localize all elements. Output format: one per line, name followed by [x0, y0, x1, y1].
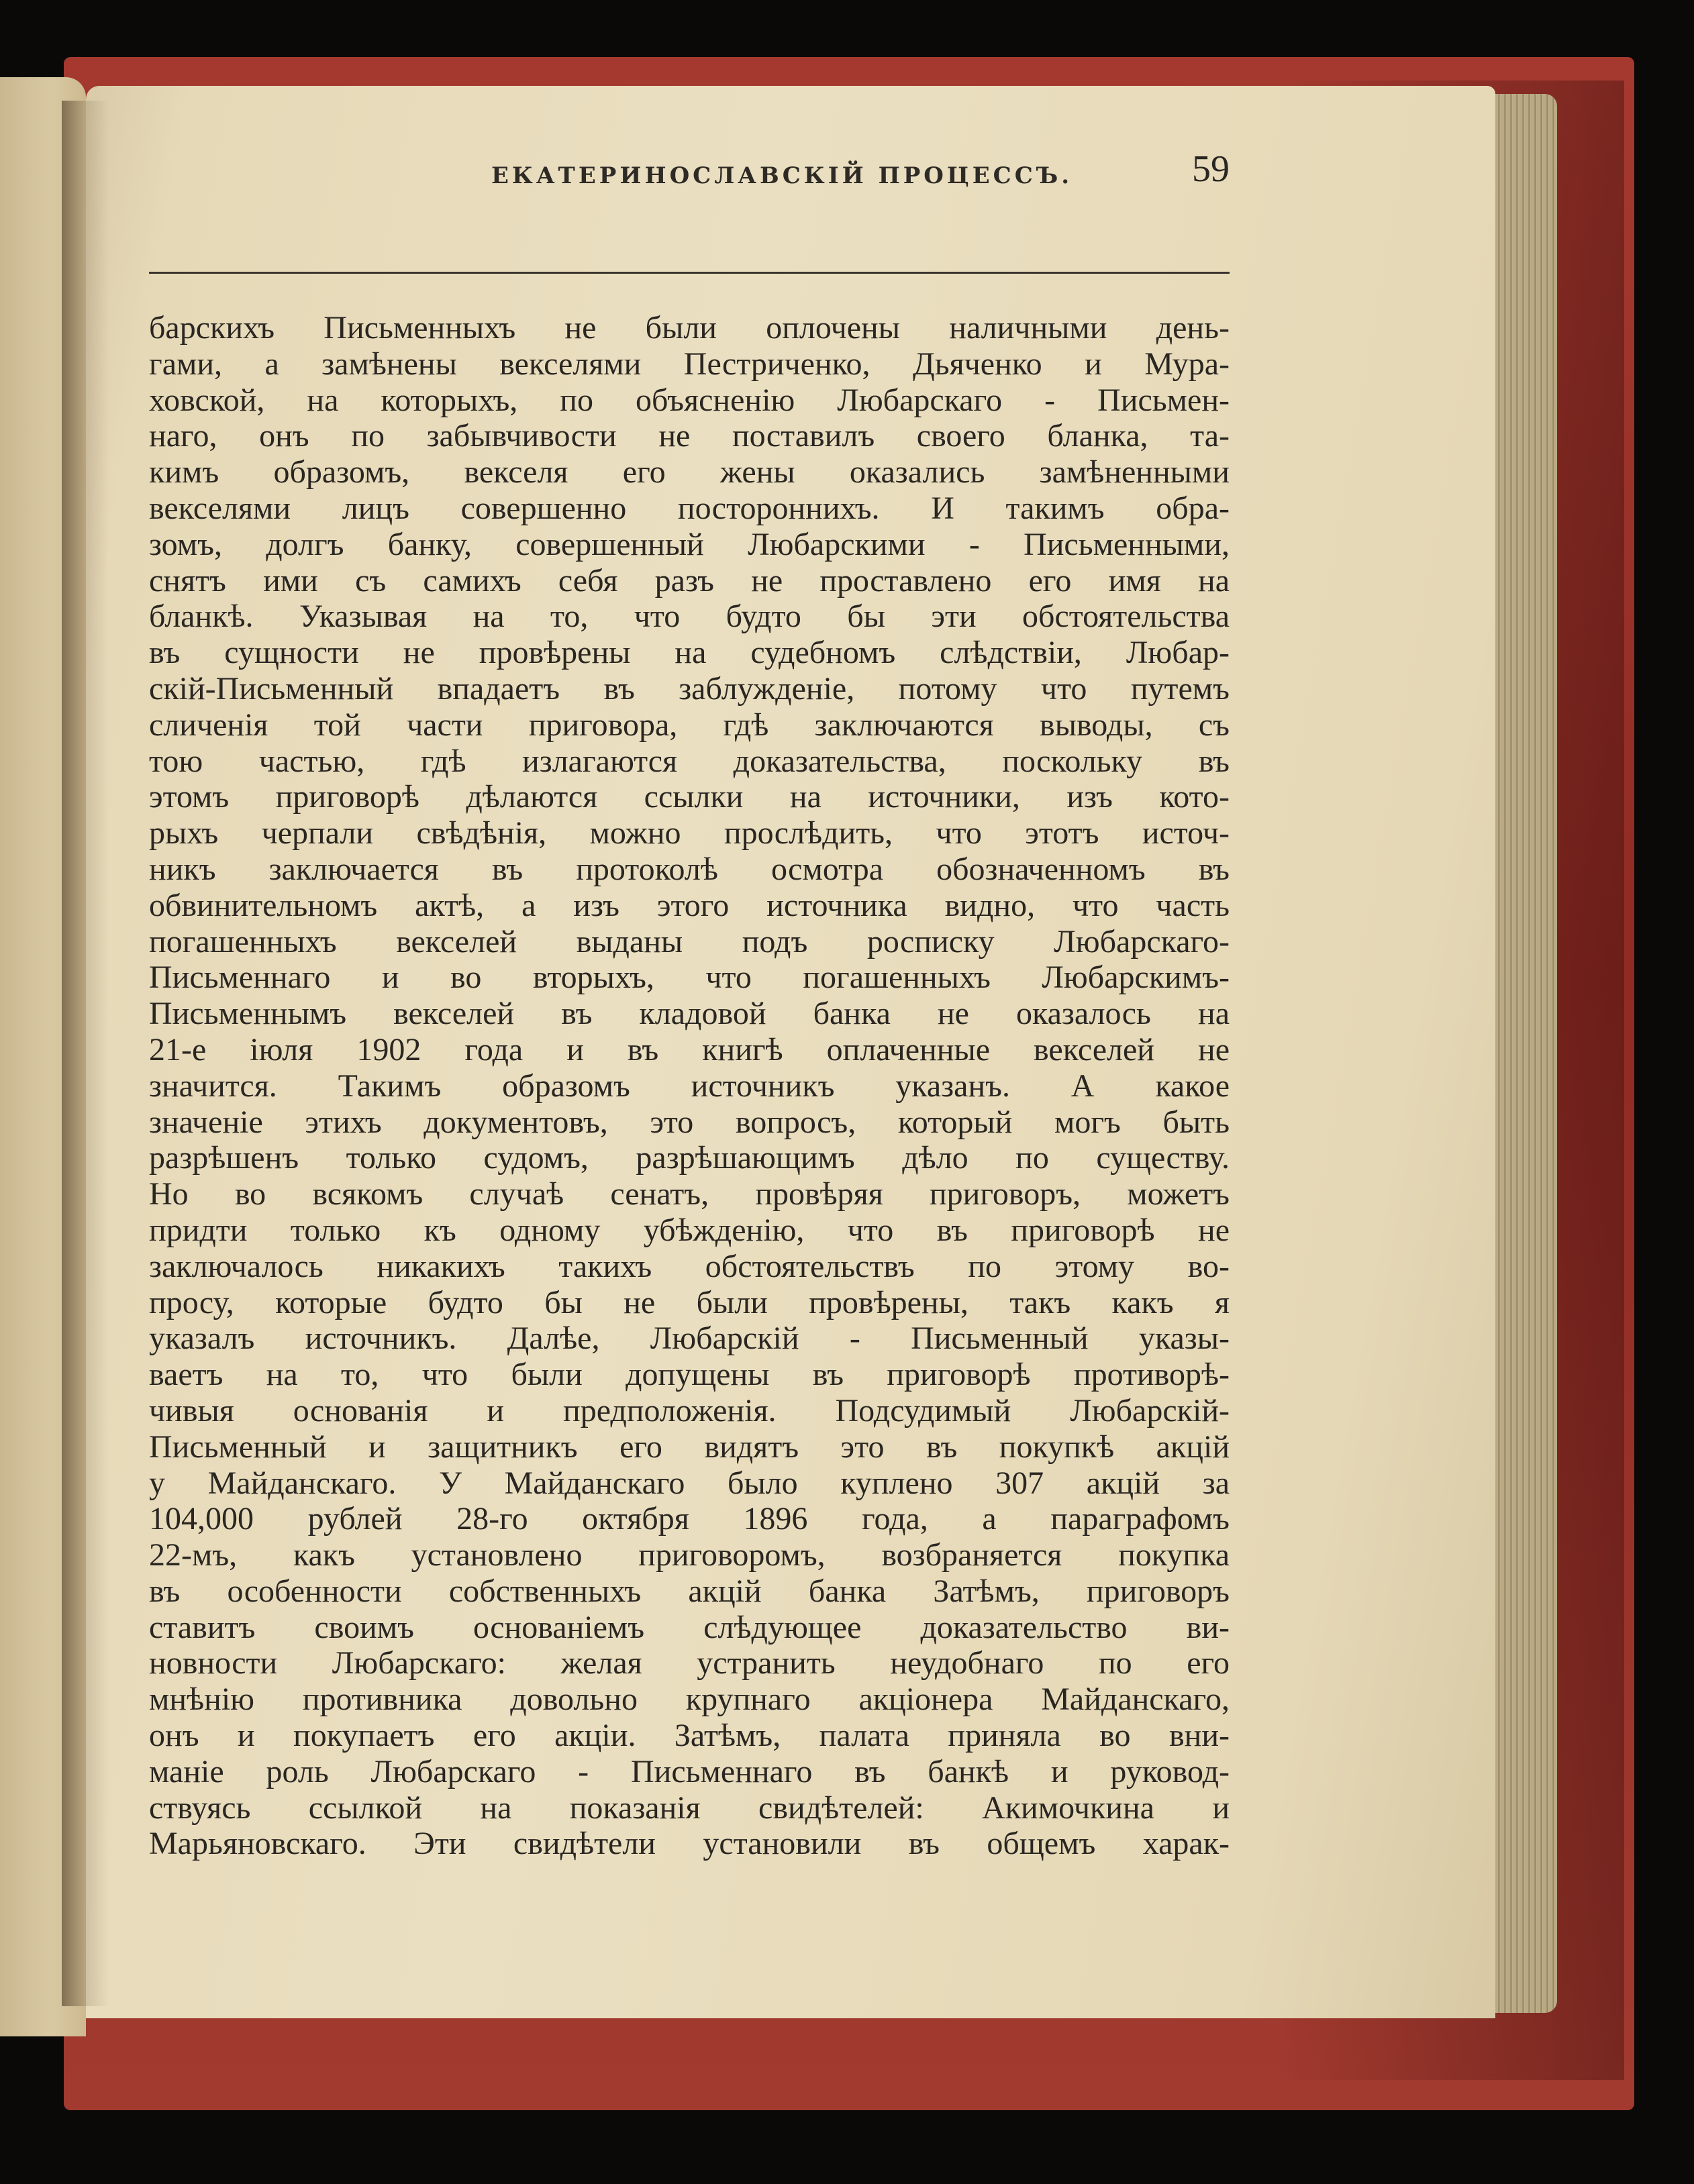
- text-line: значеніе этихъ документовъ, это вопросъ, который могъ быть: [149, 1104, 1230, 1140]
- text-line: Марьяновскаго. Эти свидѣтели установили въ общемъ харак-: [149, 1826, 1230, 1862]
- text-line: погашенныхъ векселей выданы подъ росписку Любарскаго-: [149, 923, 1230, 959]
- text-line: тою частью, гдѣ излагаются доказательства, поскольку въ: [149, 743, 1230, 779]
- text-line: ставитъ своимъ основаніемъ слѣдующее доказательство ви-: [149, 1609, 1230, 1645]
- text-line: заключалось никакихъ такихъ обстоятельствъ по этому во-: [149, 1248, 1230, 1284]
- text-line: рыхъ черпали свѣдѣнія, можно прослѣдить, что этотъ источ-: [149, 815, 1230, 851]
- text-line: сличенія той части приговора, гдѣ заключаются выводы, съ: [149, 707, 1230, 743]
- text-line: гами, а замѣнены векселями Пестриченко, Дьяченко и Мура-: [149, 346, 1230, 382]
- text-line: значится. Такимъ образомъ источникъ указанъ. А какое: [149, 1068, 1230, 1104]
- text-line: никъ заключается въ протоколѣ осмотра обозначенномъ въ: [149, 851, 1230, 887]
- text-line: въ особенности собственныхъ акцій банка Затѣмъ, приговоръ: [149, 1573, 1230, 1609]
- text-line: векселями лицъ совершенно постороннихъ. И такимъ обра-: [149, 490, 1230, 526]
- text-line: Письменнаго и во вторыхъ, что погашенныхъ Любарскимъ-: [149, 959, 1230, 996]
- text-line: просу, которые будто бы не были провѣрены, такъ какъ я: [149, 1284, 1230, 1320]
- text-line: чивыя основанія и предположенія. Подсудимый Любарскій-: [149, 1392, 1230, 1428]
- text-line: 21-е іюля 1902 года и въ книгѣ оплаченные векселей не: [149, 1031, 1230, 1068]
- text-line: маніе роль Любарскаго - Письменнаго въ банкѣ и руковод-: [149, 1753, 1230, 1789]
- text-line: 104,000 рублей 28-го октября 1896 года, а параграфомъ: [149, 1501, 1230, 1537]
- header-rule: [149, 272, 1230, 274]
- running-head: [149, 144, 1230, 197]
- body-text: [149, 310, 1230, 1862]
- running-head-title: ЕКАТЕРИНОСЛАВСКІЙ ПРОЦЕССЪ.: [491, 162, 1073, 189]
- text-line: кимъ образомъ, векселя его жены оказались замѣненными: [149, 454, 1230, 490]
- text-line: придти только къ одному убѣжденію, что въ приговорѣ не: [149, 1212, 1230, 1248]
- text-line: онъ и покупаетъ его акціи. Затѣмъ, палата приняла во вни-: [149, 1718, 1230, 1754]
- text-line: Но во всякомъ случаѣ сенатъ, провѣряя приговоръ, можетъ: [149, 1176, 1230, 1212]
- text-line: мнѣнію противника довольно крупнаго акціонера Майданскаго,: [149, 1681, 1230, 1718]
- page-number: 59: [1192, 148, 1230, 190]
- text-line: 22-мъ, какъ установлено приговоромъ, возбраняется покупка: [149, 1537, 1230, 1573]
- text-line: бланкѣ. Указывая на то, что будто бы эти обстоятельства: [149, 599, 1230, 635]
- text-line: снятъ ими съ самихъ себя разъ не проставлено его имя на: [149, 562, 1230, 599]
- text-line: скій-Письменный впадаетъ въ заблужденіе, потому что путемъ: [149, 670, 1230, 707]
- text-line: барскихъ Письменныхъ не были оплочены наличными день-: [149, 310, 1230, 346]
- text-line: ваетъ на то, что были допущены въ приговорѣ противорѣ-: [149, 1357, 1230, 1393]
- text-line: этомъ приговорѣ дѣлаются ссылки на источники, изъ кото-: [149, 779, 1230, 815]
- text-line: разрѣшенъ только судомъ, разрѣшающимъ дѣло по существу.: [149, 1140, 1230, 1176]
- text-line: у Майданскаго. У Майданскаго было куплено 307 акцій за: [149, 1465, 1230, 1501]
- text-line: обвинительномъ актѣ, а изъ этого источника видно, что часть: [149, 887, 1230, 923]
- text-line: Письменнымъ векселей въ кладовой банка не оказалось на: [149, 996, 1230, 1032]
- text-line: новности Любарскаго: желая устранить неудобнаго по его: [149, 1645, 1230, 1681]
- text-line: ховской, на которыхъ, по объясненію Любарскаго - Письмен-: [149, 382, 1230, 418]
- page-gutter-shadow: [62, 101, 109, 2006]
- text-line: наго, онъ по забывчивости не поставилъ своего бланка, та-: [149, 418, 1230, 454]
- text-line: въ сущности не провѣрены на судебномъ слѣдствіи, Любар-: [149, 635, 1230, 671]
- text-line: зомъ, долгъ банку, совершенный Любарскими - Письменными,: [149, 526, 1230, 562]
- text-line: ствуясь ссылкой на показанія свидѣтелей: Акимочкина и: [149, 1789, 1230, 1826]
- text-line: Письменный и защитникъ его видятъ это въ покупкѣ акцій: [149, 1428, 1230, 1465]
- text-line: указалъ источникъ. Далѣе, Любарскій - Письменный указы-: [149, 1320, 1230, 1357]
